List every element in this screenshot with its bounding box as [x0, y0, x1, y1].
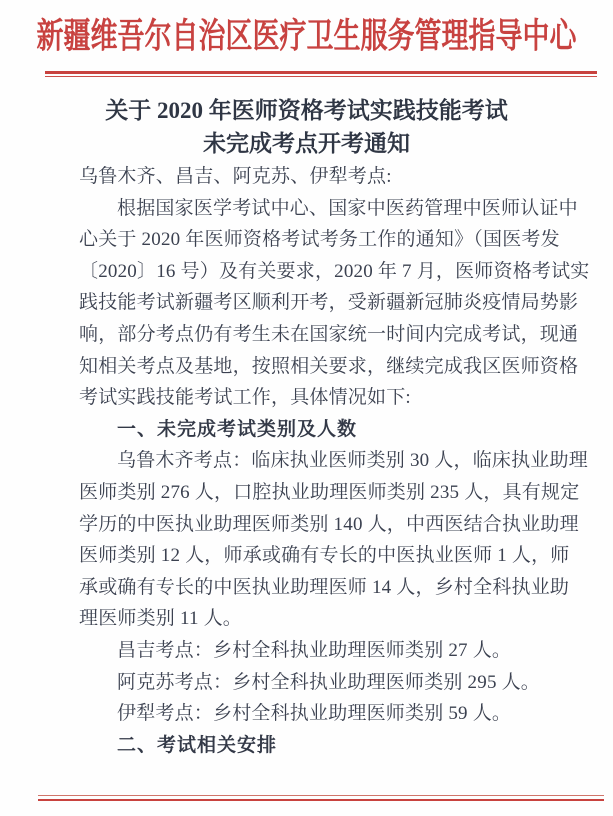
letterhead-rule	[45, 71, 597, 79]
body-line: 伊犁考点：乡村全科执业助理医师类别 59 人。	[117, 703, 512, 725]
footer-rule-thin-line	[38, 795, 604, 796]
body-line: 学历的中医执业助理医师类别 140 人，中西医结合执业助理	[79, 513, 579, 535]
body-line: 理医师类别 11 人。	[79, 608, 242, 630]
document-title	[0, 94, 613, 160]
body-line: 医师类别 276 人，口腔执业助理医师类别 235 人，具有规定	[79, 481, 580, 503]
letterhead-title: 新疆维吾尔自治区医疗卫生服务管理指导中心	[36, 16, 577, 56]
body-line: 考试实践技能考试工作，具体情况如下:	[79, 387, 411, 409]
body-line: 医师类别 12 人，师承或确有专长的中医执业医师 1 人，师	[79, 545, 570, 567]
footer-rule	[38, 795, 604, 803]
letterhead-rule-thick-line	[45, 71, 597, 74]
body-line: 响，部分考点仍有考生未在国家统一时间内完成考试，现通	[79, 323, 579, 345]
body-line: 知相关考点及基地，按照相关要求，继续完成我区医师资格	[79, 355, 579, 377]
body-line: 心关于 2020 年医师资格考试考务工作的通知》（国医考发	[79, 229, 560, 251]
body-line: 承或确有专长的中医执业助理医师 14 人，乡村全科执业助	[79, 576, 570, 598]
document-body	[79, 161, 590, 761]
section-heading: 一、未完成考试类别及人数	[117, 418, 358, 440]
body-line: 阿克苏考点：乡村全科执业助理医师类别 295 人。	[117, 671, 541, 693]
body-line: 〔2020〕16 号）及有关要求，2020 年 7 月，医师资格考试实	[79, 260, 590, 282]
body-line: 践技能考试新疆考区顺利开考，受新疆新冠肺炎疫情局势影	[79, 292, 579, 314]
document-title-line2: 未完成考点开考通知	[203, 131, 410, 156]
footer-rule-thick-line	[38, 799, 604, 801]
body-line: 昌吉考点：乡村全科执业助理医师类别 27 人。	[117, 639, 512, 661]
section-heading: 二、考试相关安排	[117, 734, 278, 756]
body-line: 根据国家医学考试中心、国家中医药管理中医师认证中	[117, 197, 578, 219]
document-title-line1: 关于 2020 年医师资格考试实践技能考试	[105, 98, 508, 123]
body-line: 乌鲁木齐考点：临床执业医师类别 30 人，临床执业助理	[117, 450, 588, 472]
letterhead-rule-thin-line	[45, 76, 597, 77]
body-line: 乌鲁木齐、昌吉、阿克苏、伊犁考点:	[79, 166, 392, 187]
